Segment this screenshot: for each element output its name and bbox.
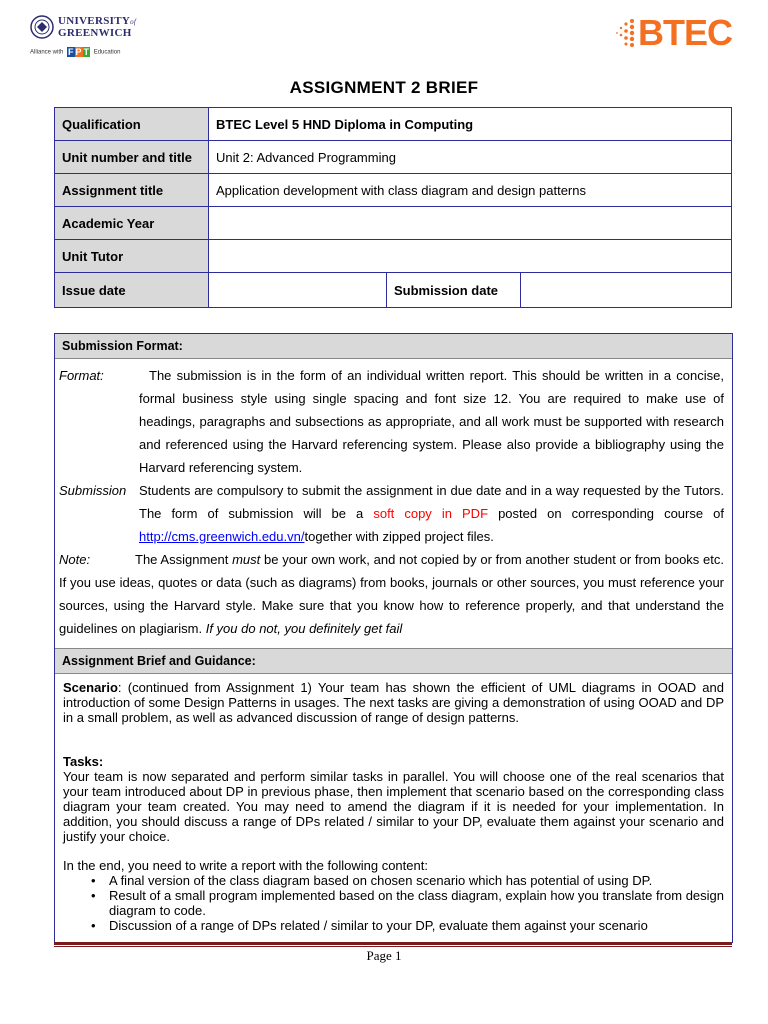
btec-logo: [612, 14, 752, 54]
document-title: ASSIGNMENT 2 BRIEF: [289, 78, 479, 97]
unit-tutor-label: Unit Tutor: [55, 240, 209, 273]
format-label: Format:: [59, 368, 104, 383]
submission-format-heading: Submission Format:: [55, 333, 732, 359]
assignment-title-label: Assignment title: [55, 174, 209, 207]
university-logo: [30, 14, 200, 64]
report-content-section: [63, 858, 724, 933]
soft-copy-highlight: soft copy in PDF: [373, 506, 489, 521]
scenario-paragraph: Scenario: (continued from Assignment 1) Your team has shown the efficient of UML diagrams in OOAD and introduction of some Design Patterns in usages. The next tasks are giving a demonstration of using OOAD and DP in a small problem, as well as advanced discussion of range of design patterns.: [63, 680, 724, 725]
cms-link[interactable]: http://cms.greenwich.edu.vn/: [139, 529, 305, 544]
footer-rule-thin: [54, 946, 732, 947]
brief-box: [54, 333, 733, 943]
format-paragraph: [59, 364, 724, 479]
table-row: [55, 207, 732, 240]
submission-paragraph: [59, 479, 724, 548]
unit-tutor-value: [209, 240, 732, 273]
tasks-label: Tasks:: [63, 754, 104, 769]
assignment-info-table: [54, 107, 732, 308]
page-number: Page 1: [366, 948, 402, 963]
report-intro: In the end, you need to write a report with the following content:: [63, 858, 428, 873]
report-bullet-list: [63, 873, 724, 933]
issue-date-label: Issue date: [55, 273, 209, 308]
submission-date-value: [521, 273, 732, 308]
format-text: The submission is in the form of an individual written report. This should be written in a concise, formal business style using single spacing and font size 12. You are required to make use of headings, paragraphs and subsections as appropriate, and all work must be supported with research and referenced using the Harvard referencing system. Please also provide a bibliography using the Harvard referencing system.: [139, 368, 724, 475]
submission-text: Students are compulsory to submit the assignment in due date and in a way requested by the Tutors. The form of submission will be a soft copy in PDF posted on corresponding course of http://cms.greenwich.edu.vn/together with zipped project files.: [139, 483, 724, 544]
issue-date-value: [209, 273, 387, 308]
list-item: • Result of a small program implemented based on the class diagram, explain how you translate from design diagram to code.: [109, 888, 724, 918]
note-label: Note:: [59, 552, 91, 567]
tasks-text: Your team is now separated and perform similar tasks in parallel. You will choose one of the real scenarios that your team introduced about DP in previous phase, then implement that scenario based on the corresponding class diagram your team created. You may need to amend the diagram if it is needed for your implementation. In addition, you should discuss a range of DPs related / similar to your DP, evaluate them against your scenario and justify your choice.: [63, 769, 724, 844]
btec-wordmark: BTEC: [638, 12, 732, 53]
unit-value: Unit 2: Advanced Programming: [209, 141, 732, 174]
table-row: [55, 141, 732, 174]
brief-guidance-heading: Assignment Brief and Guidance:: [55, 648, 732, 674]
crest-icon: [30, 14, 54, 40]
fail-warning: If you do not, you definitely get fail: [205, 621, 403, 636]
submission-date-label: Submission date: [387, 273, 521, 308]
unit-label: Unit number and title: [55, 141, 209, 174]
qualification-label: Qualification: [55, 108, 209, 141]
university-name: UNIVERSITYof GREENWICH: [58, 15, 137, 39]
note-paragraph: Note: The Assignment must be your own work, and not copied by or from another student or from books etc. If you use ideas, quotes or data (such as diagrams) from books, journals or other sources, you must reference your sources, using the Harvard style. Make sure that you know how to reference properly, and that understand the guidelines on plagiarism. If you do not, you definitely get fail: [59, 548, 724, 640]
academic-year-label: Academic Year: [55, 207, 209, 240]
assignment-title-value: Application development with class diagram and design patterns: [209, 174, 732, 207]
scenario-label: Scenario: [63, 680, 118, 695]
list-item: • Discussion of a range of DPs related / similar to your DP, evaluate them against your scenario: [109, 918, 724, 933]
tasks-section: [63, 754, 724, 844]
footer-rule: [54, 942, 732, 945]
list-item: • A final version of the class diagram based on chosen scenario which has potential of using DP.: [109, 873, 724, 888]
table-row: [55, 273, 732, 308]
table-row: [55, 174, 732, 207]
fpt-logo: F P T: [68, 47, 90, 57]
table-row: [55, 240, 732, 273]
academic-year-value: [209, 207, 732, 240]
table-row: [55, 108, 732, 141]
submission-label: Submission: [59, 483, 127, 498]
alliance-line: Alliance with F P T Education: [30, 47, 121, 57]
qualification-value: BTEC Level 5 HND Diploma in Computing: [209, 108, 732, 141]
